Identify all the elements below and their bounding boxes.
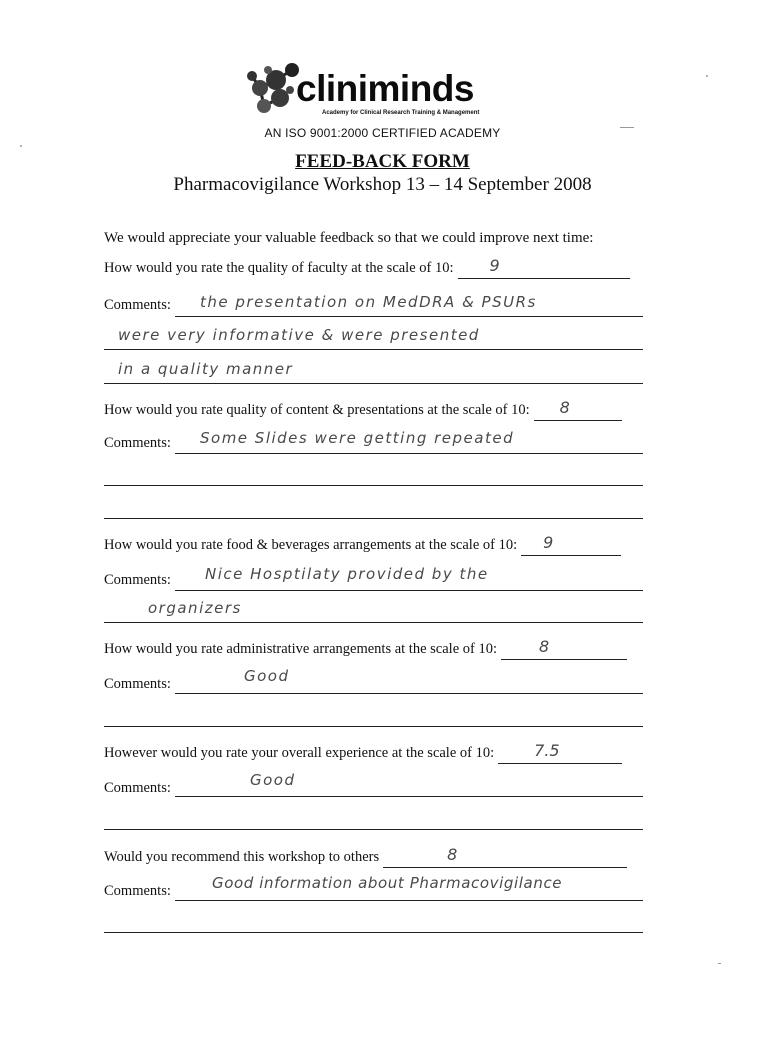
comments-label: Comments:	[104, 676, 171, 692]
question-prompt: How would you rate administrative arrangements at the scale of 10:	[104, 641, 497, 657]
rating-field[interactable]	[458, 256, 630, 279]
comment-line[interactable]	[104, 932, 643, 933]
logo-tagline: Academy for Clinical Research Training & Management	[322, 110, 480, 116]
scan-speck	[20, 145, 22, 147]
question-3	[104, 533, 621, 556]
question-prompt: How would you rate food & beverages arrangements at the scale of 10:	[104, 537, 518, 553]
comment-line[interactable]	[104, 485, 643, 486]
comment-line[interactable]	[175, 316, 643, 317]
rating-field[interactable]	[521, 533, 621, 556]
comments-label: Comments:	[104, 297, 171, 313]
comment-line[interactable]	[104, 518, 643, 519]
comment-line[interactable]	[104, 383, 643, 384]
question-prompt: How would you rate the quality of faculty at the scale of 10:	[104, 260, 454, 276]
rating-field[interactable]	[501, 637, 627, 660]
comment-text: Some Slides were getting repeated	[200, 429, 515, 447]
comments-label: Comments:	[104, 572, 171, 588]
rating-value: 9	[489, 256, 500, 275]
rating-field[interactable]	[383, 845, 627, 868]
question-1	[104, 256, 630, 279]
comment-line[interactable]	[175, 693, 643, 694]
rating-value: 9	[543, 533, 554, 552]
comment-line[interactable]	[104, 349, 643, 350]
rating-value: 8	[559, 398, 570, 417]
comment-line[interactable]	[104, 622, 643, 623]
comments-label: Comments:	[104, 780, 171, 796]
iso-certification: AN ISO 9001:2000 CERTIFIED ACADEMY	[264, 126, 501, 140]
rating-field[interactable]	[498, 741, 622, 764]
question-prompt: How would you rate quality of content & presentations at the scale of 10:	[104, 402, 530, 418]
comment-text: organizers	[148, 599, 242, 617]
question-prompt: However would you rate your overall experience at the scale of 10:	[104, 745, 495, 761]
comment-text: Good	[250, 771, 296, 789]
scan-speck	[620, 127, 634, 128]
comment-text: Good information about Pharmacovigilance	[212, 874, 563, 892]
comment-text: Good	[244, 667, 290, 685]
form-subtitle: Pharmacovigilance Workshop 13 – 14 September 2008	[173, 174, 592, 195]
question-prompt: Would you recommend this workshop to others	[104, 849, 380, 865]
question-2	[104, 398, 622, 421]
comment-line[interactable]	[175, 796, 643, 797]
rating-value: 8	[447, 845, 458, 864]
comments-label: Comments:	[104, 435, 171, 451]
form-title: FEED-BACK FORM	[295, 151, 470, 172]
intro-text: We would appreciate your valuable feedback so that we could improve next time:	[104, 230, 594, 246]
comment-text: in a quality manner	[118, 360, 294, 378]
rating-value: 7.5	[534, 741, 560, 760]
comments-label: Comments:	[104, 883, 171, 899]
question-6	[104, 845, 627, 868]
rating-field[interactable]	[534, 398, 622, 421]
comment-text: Nice Hosptilaty provided by the	[205, 565, 489, 583]
rating-value: 8	[539, 637, 550, 656]
comment-line[interactable]	[104, 726, 643, 727]
question-4	[104, 637, 627, 660]
cliniminds-logo	[246, 58, 516, 120]
scan-speck	[718, 963, 721, 964]
question-5	[104, 741, 622, 764]
logo-wordmark: cliniminds	[296, 68, 474, 109]
comment-line[interactable]	[175, 590, 643, 591]
comment-line[interactable]	[175, 453, 643, 454]
comment-text: were very informative & were presented	[118, 326, 480, 344]
comment-line[interactable]	[104, 829, 643, 830]
scan-speck	[706, 75, 708, 77]
comment-text: the presentation on MedDRA & PSURs	[200, 293, 537, 311]
comment-line[interactable]	[175, 900, 643, 901]
